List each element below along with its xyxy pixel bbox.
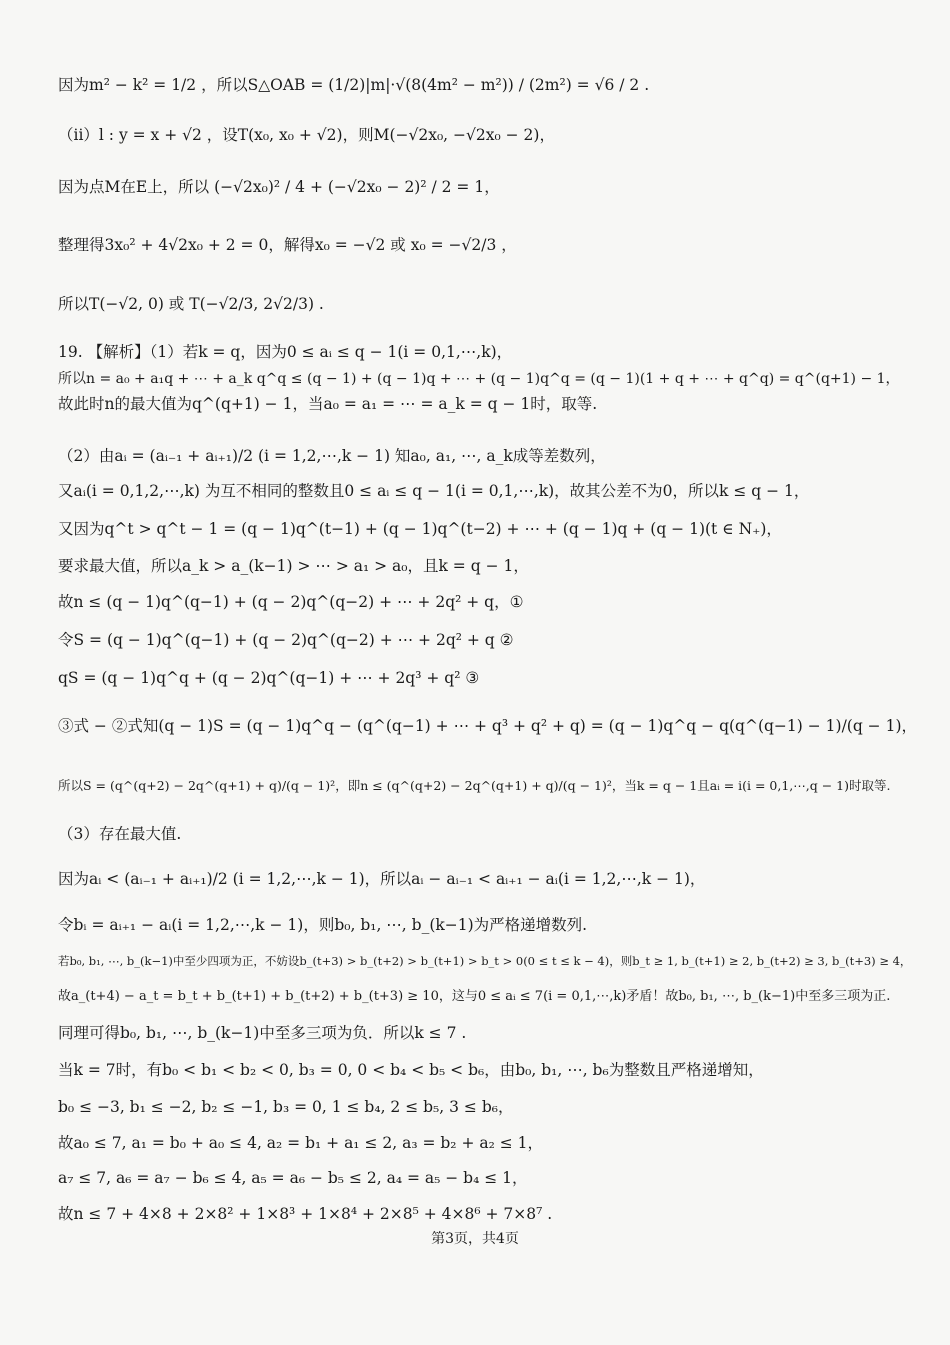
- text-line-3: 因为点M在E上，所以 (−√2x₀)² / 4 + (−√2x₀ − 2)² / 2 = 1，: [58, 178, 500, 196]
- text-line-19: 因为aᵢ < (aᵢ₋₁ + aᵢ₊₁)/2 (i = 1,2,⋯,k − 1)，所以aᵢ − aᵢ₋₁ < aᵢ₊₁ − aᵢ(i = 1,2,⋯,k − 1)，: [58, 870, 706, 888]
- text-line-28: 故n ≤ 7 + 4×8 + 2×8² + 1×8³ + 1×8⁴ + 2×8⁵ + 4×8⁶ + 7×8⁷ .: [58, 1205, 553, 1223]
- text-line-24: 当k = 7时，有b₀ < b₁ < b₂ < 0, b₃ = 0, 0 < b₄ < b₅ < b₆，由b₀, b₁, ⋯, b₆为整数且严格递增知，: [58, 1061, 764, 1079]
- text-line-18: （3）存在最大值.: [58, 825, 182, 843]
- text-line-14: 令S = (q − 1)q^(q−1) + (q − 2)q^(q−2) + ⋯ + 2q² + q ②: [58, 631, 514, 649]
- text-line-15: qS = (q − 1)q^q + (q − 2)q^(q−1) + ⋯ + 2q³ + q² ③: [58, 669, 480, 687]
- text-line-9: （2）由aᵢ = (aᵢ₋₁ + aᵢ₊₁)/2 (i = 1,2,⋯,k − 1) 知a₀, a₁, ⋯, a_k成等差数列，: [58, 447, 606, 465]
- text-line-16: ③式 − ②式知(q − 1)S = (q − 1)q^q − (q^(q−1) + ⋯ + q³ + q² + q) = (q − 1)q^q − q(q^(q−1) − 1)/(q − 1)，: [58, 717, 918, 735]
- text-line-10: 又aᵢ(i = 0,1,2,⋯,k) 为互不相同的整数且0 ≤ aᵢ ≤ q − 1(i = 0,1,⋯,k)，故其公差不为0，所以k ≤ q − 1，: [58, 482, 810, 500]
- text-line-7: 所以n = a₀ + a₁q + ⋯ + a_k q^q ≤ (q − 1) + (q − 1)q + ⋯ + (q − 1)q^q = (q − 1)(1 + q + ⋯ + q^q) = q^(q+1) − 1，: [58, 371, 900, 387]
- page-footer: 第3页，共4页: [431, 1231, 519, 1247]
- text-line-6: 19. 【解析】（1）若k = q，因为0 ≤ aᵢ ≤ q − 1(i = 0,1,⋯,k)，: [58, 343, 513, 361]
- text-line-26: 故a₀ ≤ 7, a₁ = b₀ + a₀ ≤ 4, a₂ = b₁ + a₁ ≤ 2, a₃ = b₂ + a₂ ≤ 1，: [58, 1134, 544, 1152]
- text-line-27: a₇ ≤ 7, a₆ = a₇ − b₆ ≤ 4, a₅ = a₆ − b₅ ≤ 2, a₄ = a₅ − b₄ ≤ 1，: [58, 1169, 528, 1187]
- text-line-2: （ii）l : y = x + √2 ，设T(x₀, x₀ + √2)，则M(−√2x₀, −√2x₀ − 2)，: [58, 126, 555, 144]
- text-line-8: 故此时n的最大值为q^(q+1) − 1，当a₀ = a₁ = ⋯ = a_k = q − 1时，取等.: [58, 395, 598, 413]
- text-line-5: 所以T(−√2, 0) 或 T(−√2/3, 2√2/3) .: [58, 295, 324, 313]
- text-line-13: 故n ≤ (q − 1)q^(q−1) + (q − 2)q^(q−2) + ⋯ + 2q² + q，①: [58, 593, 524, 611]
- text-line-23: 同理可得b₀, b₁, ⋯, b_(k−1)中至多三项为负．所以k ≤ 7 .: [58, 1024, 467, 1042]
- text-line-22: 故a_(t+4) − a_t = b_t + b_(t+1) + b_(t+2) + b_(t+3) ≥ 10，这与0 ≤ aᵢ ≤ 7(i = 0,1,⋯,k)矛盾！故b₀, b₁, ⋯, b_(k−1)中至多三项为正.: [58, 989, 891, 1004]
- text-line-21: 若b₀, b₁, ⋯, b_(k−1)中至少四项为正，不妨设b_(t+3) > b_(t+2) > b_(t+1) > b_t > 0(0 ≤ t ≤ k − 4)，则b_t ≥ 1, b_(t+1) ≥ 2, b_(t+2) ≥ 3, b_(t+3) ≥ 4，: [58, 954, 912, 968]
- text-line-20: 令bᵢ = aᵢ₊₁ − aᵢ(i = 1,2,⋯,k − 1)，则b₀, b₁, ⋯, b_(k−1)为严格递增数列.: [58, 916, 588, 934]
- text-line-4: 整理得3x₀² + 4√2x₀ + 2 = 0，解得x₀ = −√2 或 x₀ = −√2/3 ，: [58, 236, 517, 254]
- text-line-25: b₀ ≤ −3, b₁ ≤ −2, b₂ ≤ −1, b₃ = 0, 1 ≤ b₄, 2 ≤ b₅, 3 ≤ b₆，: [58, 1098, 514, 1116]
- text-line-1: 因为m² − k² = 1/2 ，所以S△OAB = (1/2)|m|·√(8(4m² − m²)) / (2m²) = √6 / 2 .: [58, 76, 650, 94]
- text-line-12: 要求最大值，所以a_k > a_(k−1) > ⋯ > a₁ > a₀，且k = q − 1，: [58, 557, 529, 575]
- text-line-11: 又因为q^t > q^t − 1 = (q − 1)q^(t−1) + (q − 1)q^(t−2) + ⋯ + (q − 1)q + (q − 1)(t ∈ N₊)，: [58, 520, 782, 538]
- text-line-17: 所以S = (q^(q+2) − 2q^(q+1) + q)/(q − 1)²，即n ≤ (q^(q+2) − 2q^(q+1) + q)/(q − 1)²，当k = q − 1且aᵢ = i(i = 0,1,⋯,q − 1)时取等.: [58, 778, 891, 793]
